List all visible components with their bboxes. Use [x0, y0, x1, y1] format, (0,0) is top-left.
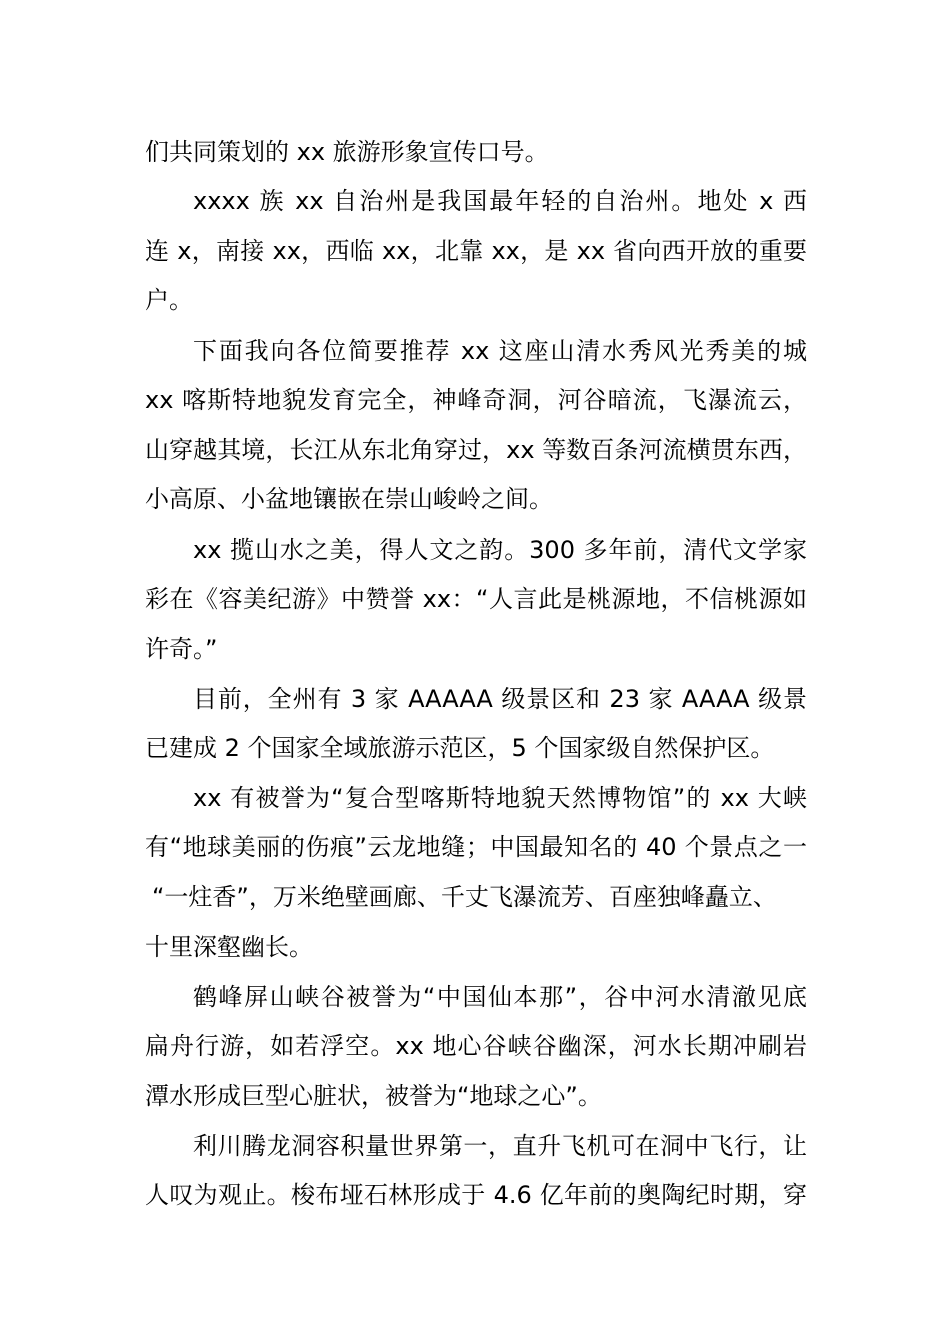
text-line: xxxx 族 xx 自治州是我国最年轻的自治州。地处 x 西 [193, 187, 807, 215]
text-line: 户。 [145, 286, 193, 314]
text-line: 有“地球美丽的伤痕”云龙地缝；中国最知名的 40 个景点之一 [145, 833, 807, 861]
text-line: 许奇。” [145, 635, 218, 663]
text-line: 山穿越其境，长江从东北角穿过，xx 等数百条河流横贯东西， [145, 436, 807, 464]
text-line: 小高原、小盆地镶嵌在崇山峻岭之间。 [145, 485, 553, 513]
text-line: 利川腾龙洞容积量世界第一，直升飞机可在洞中飞行，让 [193, 1132, 807, 1160]
text-line: “一炷香”，万米绝壁画廊、千丈飞瀑流芳、百座独峰矗立、 [152, 883, 777, 911]
text-line: 扁舟行游，如若浮空。xx 地心谷峡谷幽深，河水长期冲刷岩 [145, 1032, 807, 1060]
text-line: 潭水形成巨型心脏状，被誉为“地球之心”。 [145, 1082, 602, 1110]
text-line: 下面我向各位简要推荐 xx 这座山清水秀风光秀美的城 [193, 337, 807, 365]
text-line: 目前，全州有 3 家 AAAAA 级景区和 23 家 AAAA 级景 [193, 685, 807, 713]
text-line: 连 x，南接 xx，西临 xx，北靠 xx，是 xx 省向西开放的重要 [145, 237, 807, 265]
text-line: xx 揽山水之美，得人文之韵。300 多年前，清代文学家 [193, 536, 807, 564]
text-line: 鹤峰屏山峡谷被誉为“中国仙本那”，谷中河水清澈见底 [193, 983, 807, 1011]
text-line: 们共同策划的 xx 旅游形象宣传口号。 [145, 138, 549, 166]
text-line: 已建成 2 个国家全域旅游示范区，5 个国家级自然保护区。 [145, 734, 775, 762]
text-line: 彩在《容美纪游》中赞誉 xx：“人言此是桃源地，不信桃源如 [145, 585, 807, 613]
text-line: xx 喀斯特地貌发育完全，神峰奇洞，河谷暗流，飞瀑流云， [145, 386, 807, 414]
text-line: 十里深壑幽长。 [145, 933, 313, 961]
text-line: 人叹为观止。梭布垭石林形成于 4.6 亿年前的奥陶纪时期，穿 [145, 1181, 807, 1209]
text-line: xx 有被誉为“复合型喀斯特地貌天然博物馆”的 xx 大峡 [193, 784, 807, 812]
